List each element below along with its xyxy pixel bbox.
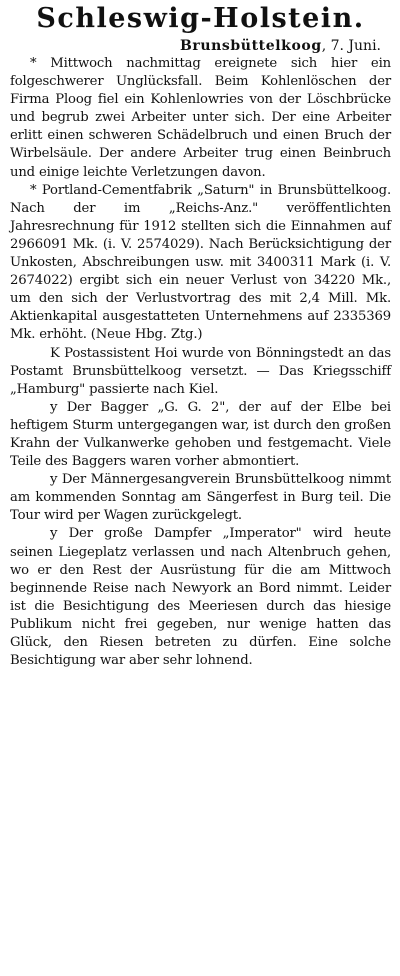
paragraph-cement-factory: * Portland-Cementfabrik „Saturn" in Brunsbüttelkoog. Nach der im „Reichs-Anz." veröffentlichten Jahresrechnung für 1912 stellten sich die Einnahmen auf 2966091 Mk. (i. V. 2574029). Nach Berücksichtigung der Unkosten, Abschreibungen usw. mit 3400311 Mark (i. V. 2674022) ergibt sich ein neuer Verlust von 34220 Mk., um den sich der Verlustvortrag des mit 2,4 Mill. Mk. Aktienkapital ausgestatteten Unternehmens auf 2335369 Mk. erhöht. (Neue Hbg. Ztg.)	[10, 182, 391, 343]
dateline-date: , 7. Juni.	[321, 38, 381, 54]
dateline-place: Brunsbüttelkoog	[179, 38, 322, 54]
article-body	[10, 55, 391, 670]
paragraph-dredger: y Der Bagger „G. G. 2", der auf der Elbe bei heftigem Sturm untergegangen war, ist durch den großen Krahn der Vulkanwerke gehoben und festgemacht. Viele Teile des Baggers waren vorher abmontiert.	[10, 399, 391, 470]
paragraph-accident: * Mittwoch nachmittag ereignete sich hier ein folgeschwerer Unglücksfall. Beim Kohlenlöschen der Firma Ploog fiel ein Kohlenlowries von der Löschbrücke und begrub zwei Arbeiter unter sich. Der eine Arbeiter erlitt einen schweren Schädelbruch und einen Bruch der Wirbelsäule. Der andere Arbeiter trug einen Beinbruch und einige leichte Verletzungen davon.	[10, 56, 391, 180]
paragraph-choir: y Der Männergesangverein Brunsbüttelkoog nimmt am kommenden Sonntag am Sängerfest in Burg teil. Die Tour wird per Wagen zurückgelegt.	[10, 472, 391, 524]
dateline	[10, 37, 391, 55]
paragraph-imperator: y Der große Dampfer „Imperator" wird heute seinen Liegeplatz verlassen und nach Altenbruch gehen, wo er den Rest der Ausrüstung für die am Mittwoch beginnende Reise nach Newyork an Bord nimmt. Leider ist die Besichtigung des Meeriesen durch das hiesige Publikum nicht frei gegeben, nur wenige hatten das Glück, den Riesen betreten zu dürfen. Eine solche Besichtigung war aber sehr lohnend.	[10, 526, 391, 669]
section-headline: Schleswig-Holstein.	[36, 3, 365, 34]
paragraph-post-office: K Postassistent Hoi wurde von Bönningstedt an das Postamt Brunsbüttelkoog versetzt. — Das Kriegsschiff „Hamburg" passierte nach Kiel.	[10, 345, 391, 397]
